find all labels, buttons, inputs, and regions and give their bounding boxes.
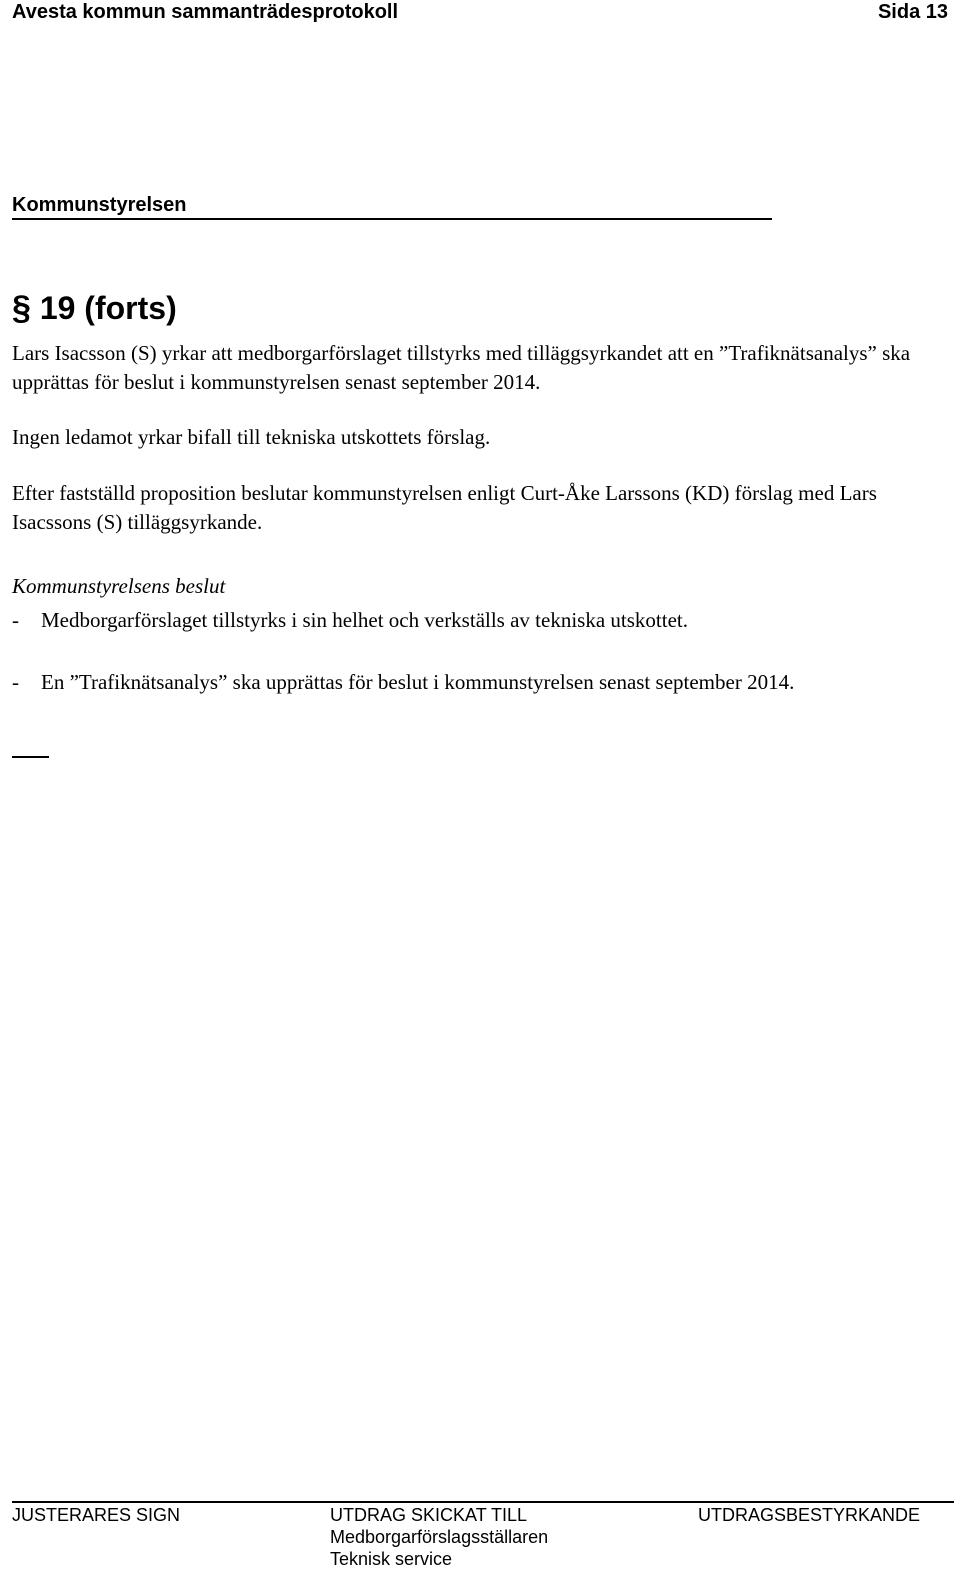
decision-item [12,668,794,697]
body-paragraph-1: Lars Isacsson (S) yrkar att medborgarförslaget tillstyrks med tilläggsyrkandet att en ”Trafiknätsanalys” ska upprättas för beslut i kommunstyrelsen senast september 2014. [12,341,911,394]
section-divider [12,218,772,220]
page-number: Sida 13 [877,1,948,23]
end-divider [12,756,49,758]
decision-item-text: En ”Trafiknätsanalys” ska upprättas för beslut i kommunstyrelsen senast september 2014. [41,670,795,694]
document-title: Avesta kommun sammanträdesprotokoll [12,1,399,23]
decision-heading: Kommunstyrelsens beslut [12,574,226,598]
section-name: Kommunstyrelsen [12,194,187,216]
footer-justerares-sign [12,1504,180,1526]
decision-item-text: Medborgarförslaget tillstyrks i sin helhet och verkställs av tekniska utskottet. [41,608,688,632]
list-dash: - [12,608,19,632]
paragraph-sign: § [12,289,31,327]
list-dash: - [12,670,19,694]
paragraph-heading [12,288,177,328]
footer-divider [12,1501,954,1503]
paragraph-title: 19 (forts) [39,290,177,326]
body-paragraph-3: Efter fastställd proposition beslutar kommunstyrelsen enligt Curt-Åke Larssons (KD) förslag med Lars Isacssons (S) tilläggsyrkande. [12,481,877,534]
footer-label: JUSTERARES SIGN [12,1505,181,1525]
footer-label: UTDRAG SKICKAT TILL [330,1505,528,1525]
body-paragraph-2: Ingen ledamot yrkar bifall till tekniska utskottets förslag. [12,425,491,449]
decision-item [12,606,688,635]
footer-utdragsbestyrkande [698,1504,920,1526]
footer-recipient: Teknisk service [330,1549,453,1569]
footer-utdrag-skickat [330,1504,548,1570]
footer-label: UTDRAGSBESTYRKANDE [698,1505,921,1525]
footer-recipient: Medborgarförslagsställaren [330,1527,549,1547]
